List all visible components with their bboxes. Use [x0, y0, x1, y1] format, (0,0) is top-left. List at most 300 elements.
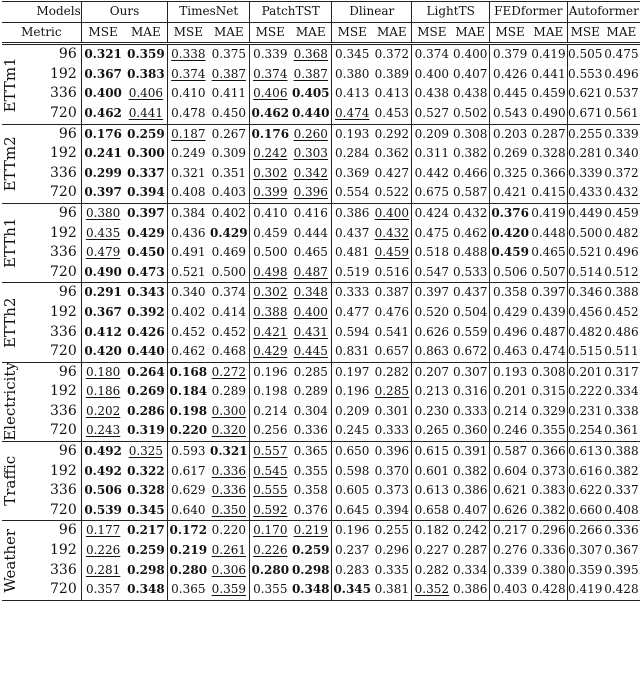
value-text: 0.496 [604, 245, 639, 260]
value-cell [567, 541, 603, 561]
value-text: 0.403 [492, 582, 528, 597]
value-cell [412, 342, 452, 362]
value-cell [490, 183, 531, 203]
value-cell [603, 342, 640, 362]
value-cell [168, 323, 209, 343]
value-text: 0.397 [84, 185, 122, 200]
value-cell [81, 183, 124, 203]
value-text: 0.539 [84, 502, 122, 517]
value-text: 0.296 [531, 523, 566, 538]
value-cell [490, 243, 531, 263]
value-cell [451, 541, 489, 561]
value-cell [412, 243, 452, 263]
value-cell [81, 203, 124, 223]
value-text: 0.445 [293, 344, 328, 359]
value-cell [490, 442, 531, 462]
value-cell [168, 580, 209, 600]
value-cell [372, 501, 412, 521]
value-cell [81, 263, 124, 283]
value-cell [332, 44, 373, 65]
value-text: 0.459 [531, 86, 566, 101]
value-cell [490, 481, 531, 501]
value-cell [567, 442, 603, 462]
value-text: 0.441 [531, 66, 566, 81]
value-text: 0.342 [293, 165, 328, 180]
value-cell [412, 44, 452, 65]
value-cell [168, 303, 209, 323]
table-row [2, 442, 640, 462]
value-text: 0.400 [453, 47, 488, 62]
dataset-label: Electricity [1, 362, 20, 441]
value-text: 0.432 [453, 205, 488, 220]
value-cell [250, 342, 291, 362]
mse-header: MSE [81, 22, 124, 44]
value-text: 0.400 [374, 205, 409, 220]
table-row [2, 323, 640, 343]
value-cell [168, 203, 209, 223]
value-text: 0.592 [253, 502, 288, 517]
value-cell [530, 303, 567, 323]
value-text: 0.476 [374, 304, 409, 319]
value-text: 0.367 [84, 66, 122, 81]
value-text: 0.176 [251, 126, 290, 141]
value-text: 0.396 [374, 444, 409, 459]
value-cell [81, 44, 124, 65]
value-cell [372, 243, 412, 263]
horizon-cell: 720 [50, 580, 81, 600]
value-text: 0.196 [335, 523, 370, 538]
value-cell [290, 203, 331, 223]
value-cell [81, 303, 124, 323]
value-text: 0.394 [374, 502, 409, 517]
value-text: 0.307 [568, 543, 603, 558]
value-cell [567, 263, 603, 283]
value-text: 0.207 [414, 364, 449, 379]
value-cell [250, 124, 291, 144]
value-text: 0.259 [127, 543, 165, 558]
value-cell [490, 44, 531, 65]
value-cell [412, 164, 452, 184]
value-text: 0.187 [171, 126, 206, 141]
value-cell [603, 323, 640, 343]
mse-header: MSE [567, 22, 603, 44]
value-text: 0.438 [453, 86, 488, 101]
value-text: 0.465 [531, 245, 566, 260]
value-cell [567, 283, 603, 303]
value-cell [168, 342, 209, 362]
value-cell [412, 382, 452, 402]
value-text: 0.405 [291, 86, 330, 101]
value-text: 0.265 [414, 423, 449, 438]
value-text: 0.395 [604, 562, 639, 577]
value-text: 0.444 [293, 225, 328, 240]
value-text: 0.388 [253, 304, 288, 319]
value-text: 0.203 [492, 126, 528, 141]
value-text: 0.616 [568, 463, 603, 478]
value-text: 0.328 [531, 146, 566, 161]
value-cell [208, 263, 249, 283]
value-text: 0.438 [414, 86, 449, 101]
value-cell [530, 65, 567, 85]
value-cell [412, 263, 452, 283]
value-cell [567, 342, 603, 362]
horizon-cell: 336 [50, 561, 77, 578]
value-cell [567, 561, 603, 581]
value-cell [250, 164, 291, 184]
value-cell [412, 183, 452, 203]
horizon-cell: 96 [58, 284, 77, 301]
value-text: 0.452 [171, 324, 206, 339]
value-cell [250, 263, 291, 283]
value-text: 0.372 [374, 47, 409, 62]
value-text: 0.375 [211, 47, 246, 62]
value-cell [125, 303, 168, 323]
value-text: 0.406 [128, 86, 164, 101]
value-text: 0.348 [127, 582, 165, 597]
value-cell [168, 263, 209, 283]
value-text: 0.343 [127, 285, 165, 300]
value-text: 0.387 [293, 66, 328, 81]
value-cell [372, 164, 412, 184]
value-cell [412, 104, 452, 124]
value-text: 0.373 [531, 463, 566, 478]
value-cell [168, 402, 209, 422]
table-row [2, 362, 640, 382]
value-text: 0.382 [453, 146, 488, 161]
value-cell [567, 144, 603, 164]
value-cell [332, 224, 373, 244]
value-text: 0.522 [374, 185, 409, 200]
value-text: 0.368 [293, 47, 328, 62]
value-cell [250, 541, 291, 561]
value-text: 0.407 [453, 66, 488, 81]
value-cell [372, 580, 412, 600]
mse-header: MSE [250, 22, 291, 44]
value-text: 0.333 [453, 403, 488, 418]
value-cell [81, 402, 124, 422]
value-cell [412, 521, 452, 541]
value-cell [332, 323, 373, 343]
table-row [2, 183, 640, 203]
value-text: 0.242 [253, 146, 288, 161]
value-cell [125, 501, 168, 521]
value-cell [603, 580, 640, 600]
value-cell [603, 462, 640, 482]
value-text: 0.429 [210, 225, 248, 240]
value-text: 0.621 [568, 86, 603, 101]
value-text: 0.345 [127, 502, 165, 517]
value-cell [372, 44, 412, 65]
value-cell [168, 243, 209, 263]
value-text: 0.374 [211, 285, 246, 300]
value-text: 0.473 [127, 264, 165, 279]
value-cell [81, 124, 124, 144]
value-text: 0.299 [84, 165, 122, 180]
models-label: Models [2, 2, 81, 23]
value-cell [332, 382, 373, 402]
value-cell [208, 224, 249, 244]
value-text: 0.230 [414, 403, 449, 418]
value-cell [290, 462, 331, 482]
horizon-cell: 720 [50, 342, 81, 362]
value-cell [332, 104, 373, 124]
value-text: 0.500 [211, 264, 246, 279]
table-row [2, 541, 640, 561]
value-cell [372, 203, 412, 223]
value-text: 0.605 [335, 483, 370, 498]
value-text: 0.593 [171, 444, 206, 459]
value-text: 0.672 [453, 344, 488, 359]
value-text: 0.391 [453, 444, 488, 459]
value-cell [250, 243, 291, 263]
table-row [2, 44, 640, 65]
value-text: 0.374 [171, 66, 206, 81]
value-text: 0.264 [127, 364, 165, 379]
value-text: 0.306 [211, 562, 246, 577]
model-header-fedformer: FEDformer [490, 2, 568, 23]
value-cell [372, 362, 412, 382]
value-text: 0.415 [531, 185, 566, 200]
value-cell [125, 442, 168, 462]
value-text: 0.370 [374, 463, 409, 478]
value-cell [81, 501, 124, 521]
value-text: 0.554 [335, 185, 370, 200]
value-text: 0.400 [84, 86, 122, 101]
value-cell [372, 263, 412, 283]
value-text: 0.334 [453, 562, 488, 577]
value-text: 0.408 [171, 185, 206, 200]
value-cell [372, 283, 412, 303]
table-row [2, 65, 640, 85]
value-cell [81, 342, 124, 362]
mae-header: MAE [208, 22, 249, 44]
value-text: 0.468 [211, 344, 246, 359]
value-cell [125, 164, 168, 184]
value-cell [290, 164, 331, 184]
value-cell [125, 283, 168, 303]
value-text: 0.198 [253, 384, 288, 399]
value-text: 0.541 [374, 324, 409, 339]
value-text: 0.519 [335, 264, 370, 279]
value-cell [567, 382, 603, 402]
table-row [2, 342, 640, 362]
value-cell [530, 323, 567, 343]
value-text: 0.376 [491, 205, 529, 220]
value-cell [81, 382, 124, 402]
value-text: 0.285 [293, 364, 328, 379]
value-cell [490, 342, 531, 362]
dataset-label-cell [2, 442, 50, 521]
value-text: 0.613 [568, 444, 603, 459]
horizon-cell: 96 [58, 125, 77, 142]
value-cell [125, 144, 168, 164]
value-cell [412, 283, 452, 303]
value-cell [290, 183, 331, 203]
value-cell [168, 283, 209, 303]
value-text: 0.521 [568, 245, 603, 260]
table-row [2, 303, 640, 323]
value-cell [168, 144, 209, 164]
value-text: 0.399 [253, 185, 288, 200]
value-cell [208, 462, 249, 482]
value-cell [290, 442, 331, 462]
value-text: 0.442 [414, 165, 449, 180]
value-cell [412, 561, 452, 581]
value-cell [168, 65, 209, 85]
value-text: 0.260 [293, 126, 328, 141]
value-text: 0.459 [604, 205, 639, 220]
horizon-cell: 192 [50, 145, 77, 162]
value-cell [250, 104, 291, 124]
value-cell [530, 382, 567, 402]
value-text: 0.269 [492, 146, 528, 161]
value-cell [490, 501, 531, 521]
value-cell [332, 421, 373, 441]
value-cell [290, 382, 331, 402]
value-cell [208, 402, 249, 422]
table-row [2, 243, 640, 263]
value-text: 0.358 [293, 483, 328, 498]
value-text: 0.397 [414, 285, 449, 300]
value-cell [530, 402, 567, 422]
value-cell [208, 382, 249, 402]
dataset-label: ETTm1 [1, 56, 20, 112]
value-text: 0.475 [414, 225, 449, 240]
value-cell [290, 580, 331, 600]
value-cell [451, 501, 489, 521]
value-cell [603, 501, 640, 521]
value-cell [81, 462, 124, 482]
value-text: 0.490 [84, 264, 122, 279]
value-cell [332, 402, 373, 422]
value-text: 0.863 [414, 344, 449, 359]
mse-header: MSE [412, 22, 452, 44]
value-cell [451, 65, 489, 85]
value-text: 0.315 [531, 384, 566, 399]
value-cell [332, 442, 373, 462]
metric-header-row [2, 22, 640, 44]
value-cell [451, 580, 489, 600]
value-cell [451, 203, 489, 223]
value-cell [168, 561, 209, 581]
value-text: 0.419 [568, 582, 603, 597]
value-cell [490, 263, 531, 283]
value-text: 0.382 [604, 463, 639, 478]
value-cell [208, 65, 249, 85]
value-cell [290, 481, 331, 501]
value-cell [168, 462, 209, 482]
value-cell [290, 44, 331, 65]
value-cell [530, 183, 567, 203]
value-text: 0.281 [85, 562, 121, 577]
value-text: 0.300 [211, 403, 246, 418]
value-cell [530, 224, 567, 244]
value-cell [81, 104, 124, 124]
model-header-patchtst: PatchTST [250, 2, 332, 23]
value-cell [250, 580, 291, 600]
value-text: 0.445 [492, 86, 528, 101]
value-text: 0.429 [492, 304, 528, 319]
value-text: 0.325 [128, 444, 164, 459]
value-text: 0.450 [211, 105, 246, 120]
model-header-autoformer: Autoformer [567, 2, 640, 23]
value-cell [451, 183, 489, 203]
value-text: 0.249 [171, 146, 206, 161]
value-cell [412, 362, 452, 382]
value-text: 0.359 [211, 582, 246, 597]
value-cell [81, 243, 124, 263]
value-text: 0.498 [253, 264, 288, 279]
value-text: 0.281 [568, 146, 603, 161]
value-cell [168, 362, 209, 382]
value-cell [412, 203, 452, 223]
value-cell [332, 124, 373, 144]
value-cell [372, 462, 412, 482]
value-cell [451, 342, 489, 362]
value-cell [81, 283, 124, 303]
value-text: 0.280 [251, 562, 290, 577]
value-text: 0.626 [414, 324, 449, 339]
value-text: 0.348 [293, 285, 328, 300]
value-cell [81, 323, 124, 343]
value-cell [451, 462, 489, 482]
value-text: 0.280 [169, 562, 208, 577]
value-cell [490, 382, 531, 402]
value-cell [208, 541, 249, 561]
value-cell [490, 164, 531, 184]
value-cell [372, 442, 412, 462]
value-text: 0.241 [84, 146, 122, 161]
value-text: 0.504 [453, 304, 488, 319]
value-text: 0.304 [293, 403, 328, 418]
value-text: 0.282 [414, 562, 449, 577]
value-cell [250, 323, 291, 343]
value-cell [412, 481, 452, 501]
value-cell [372, 224, 412, 244]
value-text: 0.339 [253, 47, 288, 62]
value-text: 0.355 [531, 423, 566, 438]
value-text: 0.421 [253, 324, 288, 339]
value-text: 0.474 [531, 344, 566, 359]
value-cell [125, 224, 168, 244]
value-cell [290, 84, 331, 104]
value-cell [372, 382, 412, 402]
table-row [2, 84, 640, 104]
horizon-cell: 96 [58, 204, 77, 221]
value-text: 0.412 [84, 324, 122, 339]
value-text: 0.660 [568, 502, 603, 517]
value-cell [168, 481, 209, 501]
value-cell [125, 402, 168, 422]
value-text: 0.462 [251, 105, 290, 120]
value-cell [208, 561, 249, 581]
value-text: 0.311 [414, 146, 449, 161]
value-text: 0.352 [414, 582, 449, 597]
value-text: 0.209 [414, 126, 449, 141]
value-text: 0.255 [374, 523, 409, 538]
value-cell [567, 362, 603, 382]
value-text: 0.209 [335, 403, 370, 418]
value-cell [603, 541, 640, 561]
value-cell [290, 521, 331, 541]
value-text: 0.321 [210, 444, 248, 459]
value-text: 0.429 [127, 225, 165, 240]
value-text: 0.410 [253, 205, 288, 220]
value-text: 0.406 [253, 86, 288, 101]
table-row [2, 421, 640, 441]
value-cell [603, 481, 640, 501]
value-cell [451, 263, 489, 283]
